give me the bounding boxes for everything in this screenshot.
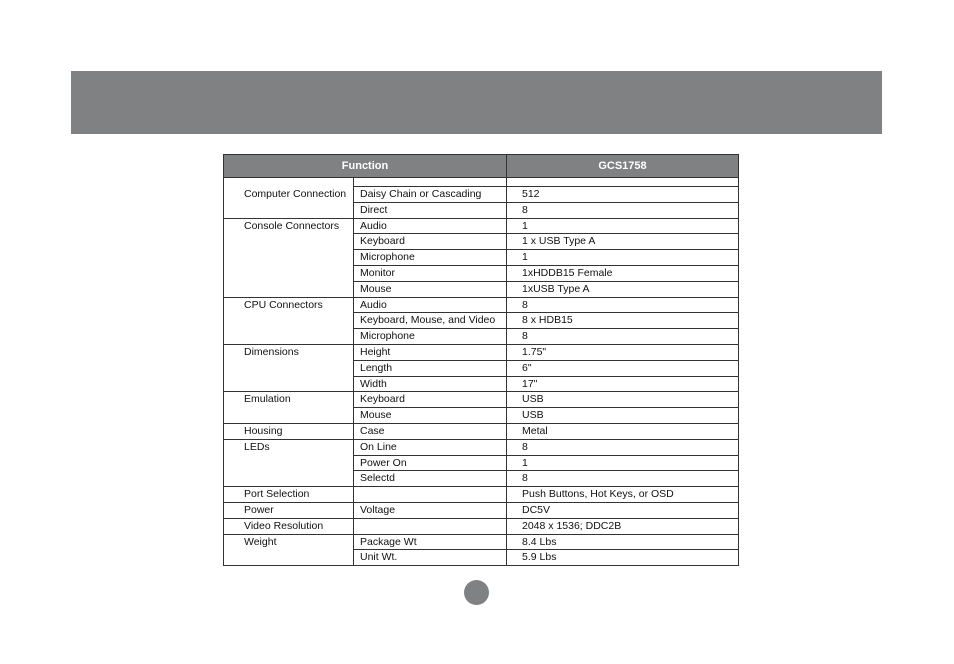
table-row <box>224 455 739 471</box>
subfunction-cell <box>354 518 507 534</box>
table-row <box>224 234 739 250</box>
subfunction-cell: Unit Wt. <box>354 550 507 566</box>
function-cell <box>224 408 354 424</box>
value-cell: 8 <box>507 329 739 345</box>
table-row <box>224 360 739 376</box>
value-cell: 1xUSB Type A <box>507 281 739 297</box>
subfunction-cell: Monitor <box>354 265 507 281</box>
value-cell: 1xHDDB15 Female <box>507 265 739 281</box>
subfunction-cell: Package Wt <box>354 534 507 550</box>
value-cell: 8 <box>507 439 739 455</box>
table-row <box>224 313 739 329</box>
function-cell <box>224 376 354 392</box>
table-row <box>224 408 739 424</box>
spec-table-body <box>224 178 739 566</box>
value-cell: 8.4 Lbs <box>507 534 739 550</box>
spec-table <box>223 154 739 566</box>
value-cell: DC5V <box>507 502 739 518</box>
function-cell: Dimensions <box>224 344 354 360</box>
subfunction-cell: Audio <box>354 218 507 234</box>
value-cell: 1 <box>507 455 739 471</box>
function-cell <box>224 471 354 487</box>
subfunction-cell: Keyboard <box>354 392 507 408</box>
function-cell <box>224 455 354 471</box>
spacer-row <box>224 178 739 187</box>
table-row <box>224 502 739 518</box>
function-cell <box>224 265 354 281</box>
subfunction-cell: Width <box>354 376 507 392</box>
table-row <box>224 218 739 234</box>
header-band <box>71 71 882 134</box>
subfunction-cell: Direct <box>354 202 507 218</box>
function-cell <box>224 234 354 250</box>
value-cell: 1.75" <box>507 344 739 360</box>
table-row <box>224 187 739 203</box>
table-row <box>224 487 739 503</box>
value-cell: 512 <box>507 187 739 203</box>
table-row <box>224 534 739 550</box>
table-row <box>224 471 739 487</box>
spacer-cell <box>224 178 354 187</box>
value-cell: 17" <box>507 376 739 392</box>
value-cell: 1 x USB Type A <box>507 234 739 250</box>
subfunction-cell: Case <box>354 423 507 439</box>
function-cell <box>224 313 354 329</box>
table-row <box>224 518 739 534</box>
table-row <box>224 392 739 408</box>
value-cell: 1 <box>507 250 739 266</box>
subfunction-cell: On Line <box>354 439 507 455</box>
table-row <box>224 376 739 392</box>
table-row <box>224 297 739 313</box>
table-header-row <box>224 155 739 178</box>
value-cell: 1 <box>507 218 739 234</box>
subfunction-cell: Keyboard <box>354 234 507 250</box>
subfunction-cell: Microphone <box>354 329 507 345</box>
subfunction-cell: Microphone <box>354 250 507 266</box>
header-model: GCS1758 <box>507 155 739 178</box>
function-cell: Computer Connection <box>224 187 354 203</box>
function-cell: CPU Connectors <box>224 297 354 313</box>
table-row <box>224 329 739 345</box>
value-cell: USB <box>507 392 739 408</box>
function-cell <box>224 360 354 376</box>
page-indicator-dot <box>464 580 489 605</box>
value-cell: 8 <box>507 202 739 218</box>
subfunction-cell: Keyboard, Mouse, and Video <box>354 313 507 329</box>
function-cell <box>224 202 354 218</box>
table-row <box>224 265 739 281</box>
table-row <box>224 423 739 439</box>
table-row <box>224 250 739 266</box>
subfunction-cell <box>354 487 507 503</box>
function-cell: Port Selection <box>224 487 354 503</box>
subfunction-cell: Height <box>354 344 507 360</box>
function-cell: LEDs <box>224 439 354 455</box>
table-row <box>224 439 739 455</box>
subfunction-cell: Length <box>354 360 507 376</box>
subfunction-cell: Daisy Chain or Cascading <box>354 187 507 203</box>
header-function: Function <box>224 155 507 178</box>
function-cell: Emulation <box>224 392 354 408</box>
spacer-cell <box>354 178 507 187</box>
function-cell <box>224 550 354 566</box>
function-cell: Video Resolution <box>224 518 354 534</box>
function-cell: Weight <box>224 534 354 550</box>
table-row <box>224 202 739 218</box>
subfunction-cell: Power On <box>354 455 507 471</box>
table-row <box>224 550 739 566</box>
table-row <box>224 344 739 360</box>
table-row <box>224 281 739 297</box>
subfunction-cell: Selectd <box>354 471 507 487</box>
function-cell <box>224 250 354 266</box>
function-cell: Console Connectors <box>224 218 354 234</box>
value-cell: 2048 x 1536; DDC2B <box>507 518 739 534</box>
subfunction-cell: Mouse <box>354 408 507 424</box>
function-cell: Housing <box>224 423 354 439</box>
value-cell: USB <box>507 408 739 424</box>
subfunction-cell: Mouse <box>354 281 507 297</box>
value-cell: Push Buttons, Hot Keys, or OSD <box>507 487 739 503</box>
value-cell: Metal <box>507 423 739 439</box>
subfunction-cell: Voltage <box>354 502 507 518</box>
value-cell: 8 <box>507 297 739 313</box>
function-cell <box>224 281 354 297</box>
value-cell: 6" <box>507 360 739 376</box>
spacer-cell <box>507 178 739 187</box>
value-cell: 8 <box>507 471 739 487</box>
subfunction-cell: Audio <box>354 297 507 313</box>
value-cell: 8 x HDB15 <box>507 313 739 329</box>
function-cell <box>224 329 354 345</box>
function-cell: Power <box>224 502 354 518</box>
value-cell: 5.9 Lbs <box>507 550 739 566</box>
